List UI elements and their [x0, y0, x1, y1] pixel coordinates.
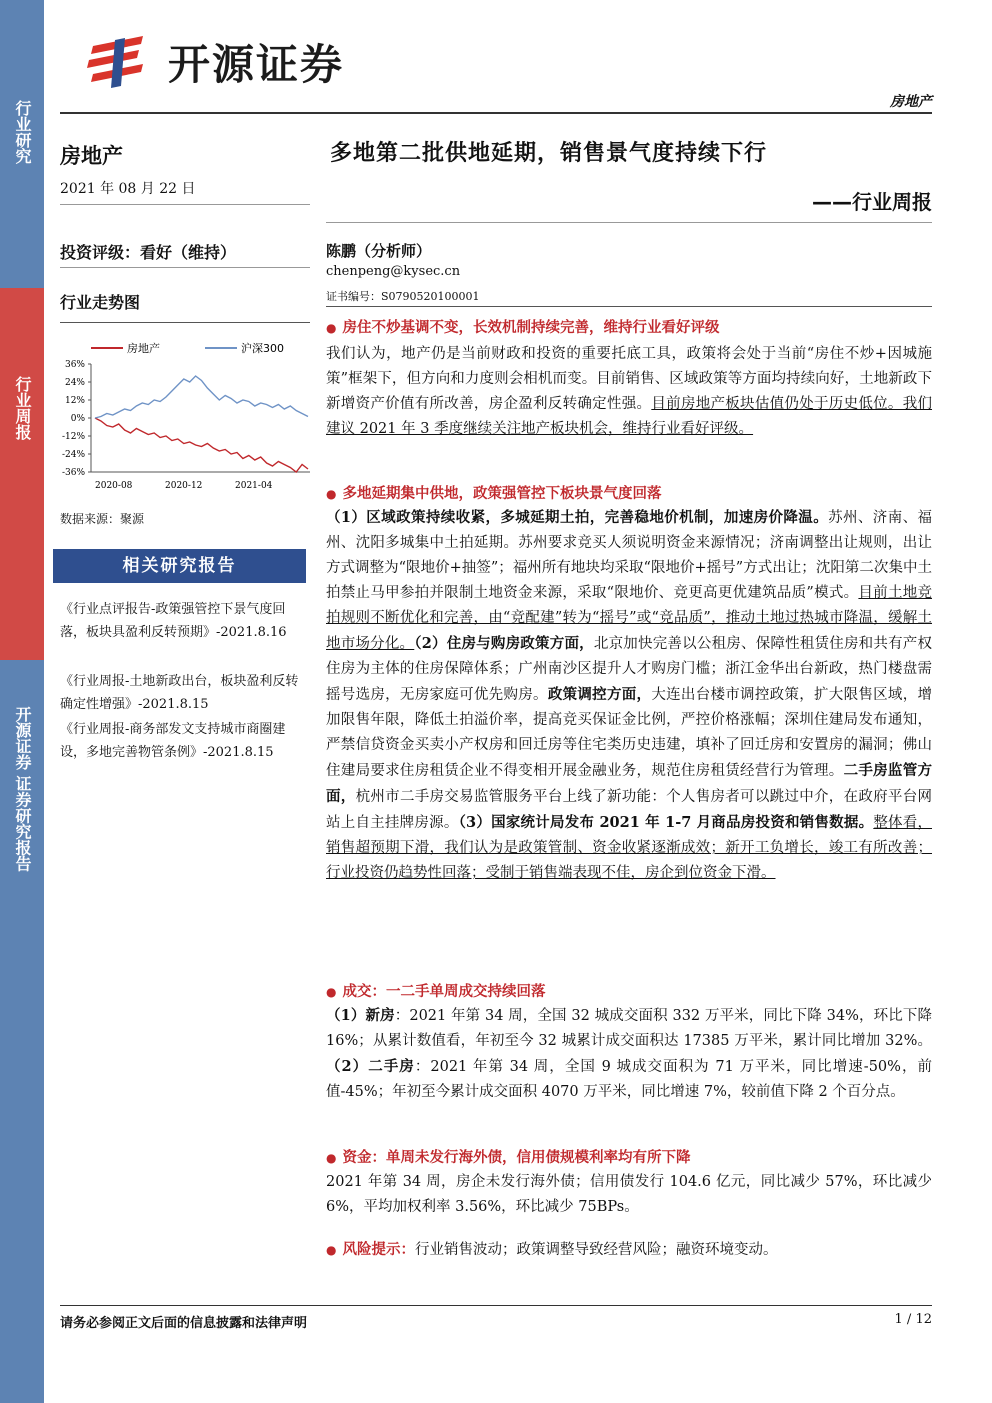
body-2-bold-4: 二手房监管方面， — [326, 762, 932, 805]
body-3-text-2: ：2021 年第 34 周，全国 9 城成交面积为 71 万平米，同比增速-50%，前值-45%；年初至今累计成交面积 4070 万平米，同比增速 7%，较前值下降 2 个百分点。 — [326, 1059, 932, 1100]
side-strip-mid — [0, 288, 44, 660]
series-line-1 — [95, 376, 308, 418]
analyst-name: 陈鹏（分析师） — [326, 242, 432, 260]
body-3-text-1: ：2021 年第 34 周，全国 32 城成交面积 332 万平米，同比下降 34%，环比下降 16%；从累计数值看，年初至今 32 城累计成交面积达 17385 万平米，累计同比增加 32%。 — [326, 1008, 933, 1049]
body-2-text-1: 苏州、济南、福州、沈阳多城集中土拍延期。苏州要求竞买人须说明资金来源情况；济南调整出让规则，出让方式调整为“限地价+抽签”；福州所有地块均采取“限地价+摇号”方式出让；沈阳第二次集中土拍禁止马甲参拍并限制土地资金来源，采取“限地价、竞更高更优建筑品质”模式。 — [326, 510, 932, 601]
y-tick-label: 12% — [64, 396, 85, 406]
body-2-text-4: 杭州市二手房交易监管服务平台上线了新功能：个人售房者可以跳过中介，在政府平台网站上自主挂牌房源。 — [326, 789, 932, 831]
risk-section — [326, 1238, 932, 1263]
section-body-3 — [326, 1003, 932, 1105]
x-axis — [95, 481, 273, 491]
trend-chart — [53, 330, 310, 500]
legend-label-0: 房地产 — [127, 342, 160, 355]
section-heading-4: ● 资金：单周未发行海外债，信用债规模利率均有所下降 — [326, 1150, 691, 1166]
header-divider — [60, 112, 932, 114]
right-divider — [326, 222, 932, 223]
body-1-text: 我们认为，地产仍是当前财政和投资的重要托底工具，政策将会处于当前“房住不炒+因城施策”框架下，但方向和力度则会相机而变。目前销售、区域政策等方面均持续向好，土地新政下新增资产价值有所改善，房企盈利反转确定性强。 — [326, 346, 932, 412]
analyst-cert: 证书编号：S0790520100001 — [326, 290, 480, 303]
data-source: 数据来源：聚源 — [60, 512, 145, 526]
section-body-2 — [326, 505, 932, 886]
body-3-bold-2: （2）二手房 — [326, 1058, 415, 1075]
y-tick-label: 24% — [64, 378, 85, 388]
section-body-1 — [326, 342, 932, 442]
chart-legend — [91, 341, 284, 355]
left-divider — [60, 204, 310, 205]
series-line-0 — [95, 418, 308, 472]
industry-name: 房地产 — [60, 144, 123, 168]
left-divider-2 — [60, 267, 310, 268]
trend-title: 行业走势图 — [60, 293, 141, 312]
side-text-top: 行业研究 — [13, 100, 32, 164]
body-2-text-3: 大连出台楼市调控政策，扩大限售区域，增加限售年限，降低土拍溢价率，提高竞买保证金比例，严控价格涨幅；深圳住建局发布通知，严禁信贷资金买卖小产权房和回迁房等住宅类历史违建，填补了回迁房和安置房的漏洞；佛山住建局要求住房租赁企业不得变相开展金融业务，规范住房租赁经营行为管理。 — [326, 687, 933, 779]
report-subtitle: ——行业周报 — [812, 190, 932, 214]
y-tick-label: 0% — [70, 414, 85, 424]
x-tick-label: 2020-12 — [165, 481, 203, 491]
related-report-0[interactable]: 《行业点评报告-政策强管控下景气度回落，板块具盈利反转预期》-2021.8.16 — [60, 602, 287, 640]
header-industry-tag: 房地产 — [890, 94, 932, 110]
section-heading-2: ● 多地延期集中供地，政策强管控下板块景气度回落 — [326, 486, 662, 502]
bullet-icon: ● — [326, 321, 337, 335]
risk-text: 行业销售波动；政策调整导致经营风险；融资环境变动。 — [414, 1242, 778, 1258]
related-reports-title: 相关研究报告 — [53, 549, 306, 583]
y-tick-label: 36% — [64, 360, 85, 370]
related-report-2[interactable]: 《行业周报-商务部发文支持城市商圈建设，多地完善物管条例》-2021.8.15 — [60, 722, 286, 760]
body-1-underlined: 目前房地产板块估值仍处于历史低位。我们建议 2021 年 3 季度继续关注地产板块机会，维持行业看好评级。 — [326, 396, 933, 437]
body-2-text-2: 北京加快完善以公租房、保障性租赁住房和共有产权住房为主体的住房保障体系；广州南沙区提升人才购房门槛；浙江金华出台新政，热门楼盘需摇号选房，无房家庭可优先购房。 — [326, 636, 933, 703]
body-2-underlined-5: 整体看，销售超预期下滑，我们认为是政策管制、资金收紧逐渐成效；新开工负增长，竣工有所改善；行业投资仍趋势性回落；受制于销售端表现不佳，房企到位资金下滑。 — [326, 815, 932, 881]
investment-rating: 投资评级：看好（维持） — [60, 243, 237, 262]
side-strip-top — [0, 0, 44, 288]
chart-series — [95, 376, 308, 472]
side-text-mid: 行业周报 — [13, 376, 32, 440]
page-number: 1 / 12 — [894, 1312, 932, 1327]
bullet-icon: ● — [326, 985, 337, 999]
brand-name: 开源证券 — [168, 40, 345, 89]
section-heading-3: ● 成交：一二手单周成交持续回落 — [326, 984, 546, 1000]
brand-logo-icon — [85, 30, 155, 90]
footer-disclaimer: 请务必参阅正文后面的信息披露和法律声明 — [60, 1316, 308, 1331]
footer-divider — [60, 1305, 932, 1306]
body-2-bold-3: 政策调控方面， — [547, 686, 652, 703]
bullet-icon: ● — [326, 1151, 337, 1165]
chart-top-rule — [60, 322, 310, 323]
report-title: 多地第二批供地延期，销售景气度持续下行 — [330, 141, 768, 166]
report-date: 2021 年 08 月 22 日 — [60, 181, 196, 197]
right-divider-2 — [326, 306, 932, 307]
side-text-bottom: 开源证券 证券研究报告 — [13, 706, 32, 872]
legend-label-1: 沪深300 — [241, 342, 284, 355]
body-2-bold-5: （3）国家统计局发布 2021 年 1-7 月商品房投资和销售数据。 — [458, 814, 874, 831]
y-axis — [62, 360, 91, 478]
y-tick-label: -12% — [61, 432, 85, 442]
bullet-icon: ● — [326, 487, 337, 501]
risk-heading: 风险提示： — [342, 1242, 415, 1258]
body-2-bold-1: （1）区域政策持续收紧，多城延期土拍，完善稳地价机制，加速房价降温。 — [326, 509, 829, 526]
side-strip — [0, 0, 44, 1403]
y-tick-label: -36% — [61, 468, 85, 478]
body-2-underlined-1: 目前土地竞拍规则不断优化和完善，由“竞配建”转为“摇号”或“竞品质”，推动土地过热城市降温，缓解土地市场分化。 — [326, 585, 932, 652]
x-tick-label: 2021-04 — [235, 481, 273, 491]
related-report-1[interactable]: 《行业周报-土地新政出台，板块盈利反转确定性增强》-2021.8.15 — [60, 674, 299, 712]
section-body-4: 2021 年第 34 周，房企未发行海外债；信用债发行 104.6 亿元，同比减少 57%，环比减少 6%，平均加权利率 3.56%，环比减少 75BPs。 — [326, 1174, 932, 1215]
bullet-icon: ● — [326, 1243, 337, 1257]
body-2-bold-2: （2）住房与购房政策方面， — [414, 635, 594, 652]
analyst-email[interactable]: chenpeng@kysec.cn — [326, 264, 461, 279]
y-tick-label: -24% — [61, 450, 85, 460]
side-strip-bottom — [0, 660, 44, 1403]
section-heading-1: ● 房住不炒基调不变，长效机制持续完善，维持行业看好评级 — [326, 320, 720, 336]
x-tick-label: 2020-08 — [95, 481, 133, 491]
body-3-bold-1: （1）新房 — [326, 1007, 395, 1024]
